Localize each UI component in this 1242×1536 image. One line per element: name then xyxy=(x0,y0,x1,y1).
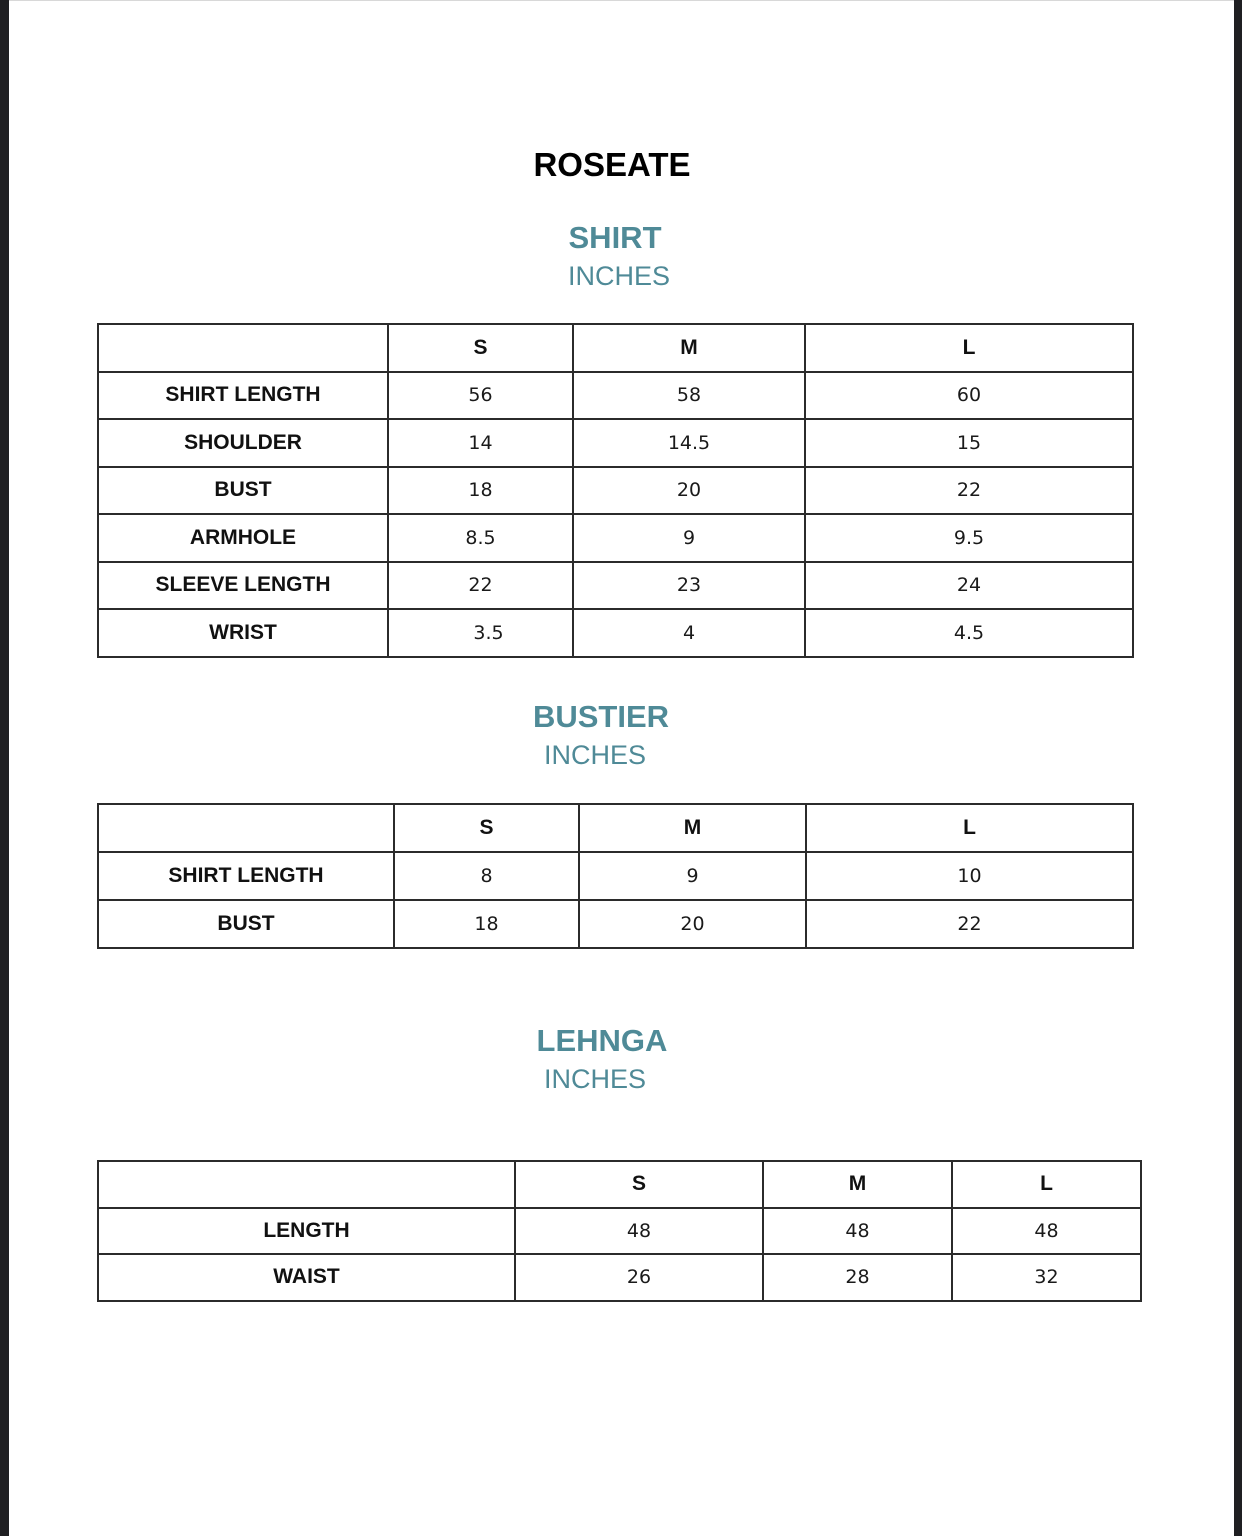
table-row xyxy=(98,467,1133,515)
row-label: SHOULDER xyxy=(98,419,388,467)
value-cell-m: 9 xyxy=(579,852,806,900)
lehnga-size-table xyxy=(97,1160,1142,1302)
section-title-bustier: BUSTIER xyxy=(532,699,670,734)
value-cell-s: 22 xyxy=(388,562,573,610)
row-label: SLEEVE LENGTH xyxy=(98,562,388,610)
value-cell-m: 9 xyxy=(573,514,805,562)
value-cell-m: 14.5 xyxy=(573,419,805,467)
table-row xyxy=(98,1254,1141,1301)
value-cell-s: 56 xyxy=(388,372,573,420)
header-cell-s: S xyxy=(394,804,579,852)
value-cell-m: 4 xyxy=(573,609,805,657)
value-cell-m: 20 xyxy=(573,467,805,515)
value-cell-s: 26 xyxy=(515,1254,763,1301)
section-unit-shirt: INCHES xyxy=(567,261,670,291)
table-row xyxy=(98,852,1133,900)
value-cell-m: 20 xyxy=(579,900,806,948)
row-label: BUST xyxy=(98,900,394,948)
header-cell-s: S xyxy=(515,1161,763,1208)
value-cell-s: 14 xyxy=(388,419,573,467)
table-row xyxy=(98,514,1133,562)
section-title-lehnga: LEHNGA xyxy=(536,1023,668,1058)
row-label: SHIRT LENGTH xyxy=(98,372,388,420)
value-cell-s: 48 xyxy=(515,1208,763,1255)
row-label: WRIST xyxy=(98,609,388,657)
header-cell-empty xyxy=(98,324,388,372)
table-row xyxy=(98,609,1133,657)
header-cell-l: L xyxy=(805,324,1133,372)
document-title: ROSEATE xyxy=(533,146,691,183)
value-cell-s: 8 xyxy=(394,852,579,900)
table-header-row xyxy=(98,804,1133,852)
value-cell-s: 18 xyxy=(388,467,573,515)
value-cell-m: 48 xyxy=(763,1208,952,1255)
value-cell-s: 8.5 xyxy=(388,514,573,562)
value-cell-l: 22 xyxy=(805,467,1133,515)
value-cell-l: 22 xyxy=(806,900,1133,948)
header-cell-m: M xyxy=(763,1161,952,1208)
row-label: ARMHOLE xyxy=(98,514,388,562)
value-cell-l: 48 xyxy=(952,1208,1141,1255)
section-unit-bustier: INCHES xyxy=(543,740,646,770)
header-cell-l: L xyxy=(806,804,1133,852)
value-cell-l: 15 xyxy=(805,419,1133,467)
bustier-size-table xyxy=(97,803,1134,949)
header-cell-l: L xyxy=(952,1161,1141,1208)
table-header-row xyxy=(98,324,1133,372)
value-cell-m: 23 xyxy=(573,562,805,610)
section-unit-lehnga: INCHES xyxy=(543,1064,646,1094)
table-row xyxy=(98,419,1133,467)
value-cell-l: 24 xyxy=(805,562,1133,610)
table-row xyxy=(98,372,1133,420)
header-cell-m: M xyxy=(573,324,805,372)
value-cell-l: 10 xyxy=(806,852,1133,900)
value-cell-s: 18 xyxy=(394,900,579,948)
header-cell-s: S xyxy=(388,324,573,372)
table-row xyxy=(98,1208,1141,1255)
value-cell-l: 9.5 xyxy=(805,514,1133,562)
value-cell-m: 58 xyxy=(573,372,805,420)
row-label: SHIRT LENGTH xyxy=(98,852,394,900)
row-label: LENGTH xyxy=(98,1208,515,1255)
row-label: WAIST xyxy=(98,1254,515,1301)
value-cell-l: 32 xyxy=(952,1254,1141,1301)
value-cell-l: 60 xyxy=(805,372,1133,420)
section-title-shirt: SHIRT xyxy=(568,220,662,255)
shirt-size-table xyxy=(97,323,1134,658)
header-cell-m: M xyxy=(579,804,806,852)
table-row xyxy=(98,562,1133,610)
value-cell-l: 4.5 xyxy=(805,609,1133,657)
value-cell-s: 3.5 xyxy=(388,609,573,657)
header-cell-empty xyxy=(98,804,394,852)
row-label: BUST xyxy=(98,467,388,515)
table-row xyxy=(98,900,1133,948)
header-cell-empty xyxy=(98,1161,515,1208)
value-cell-m: 28 xyxy=(763,1254,952,1301)
table-header-row xyxy=(98,1161,1141,1208)
document-page xyxy=(9,0,1234,1536)
